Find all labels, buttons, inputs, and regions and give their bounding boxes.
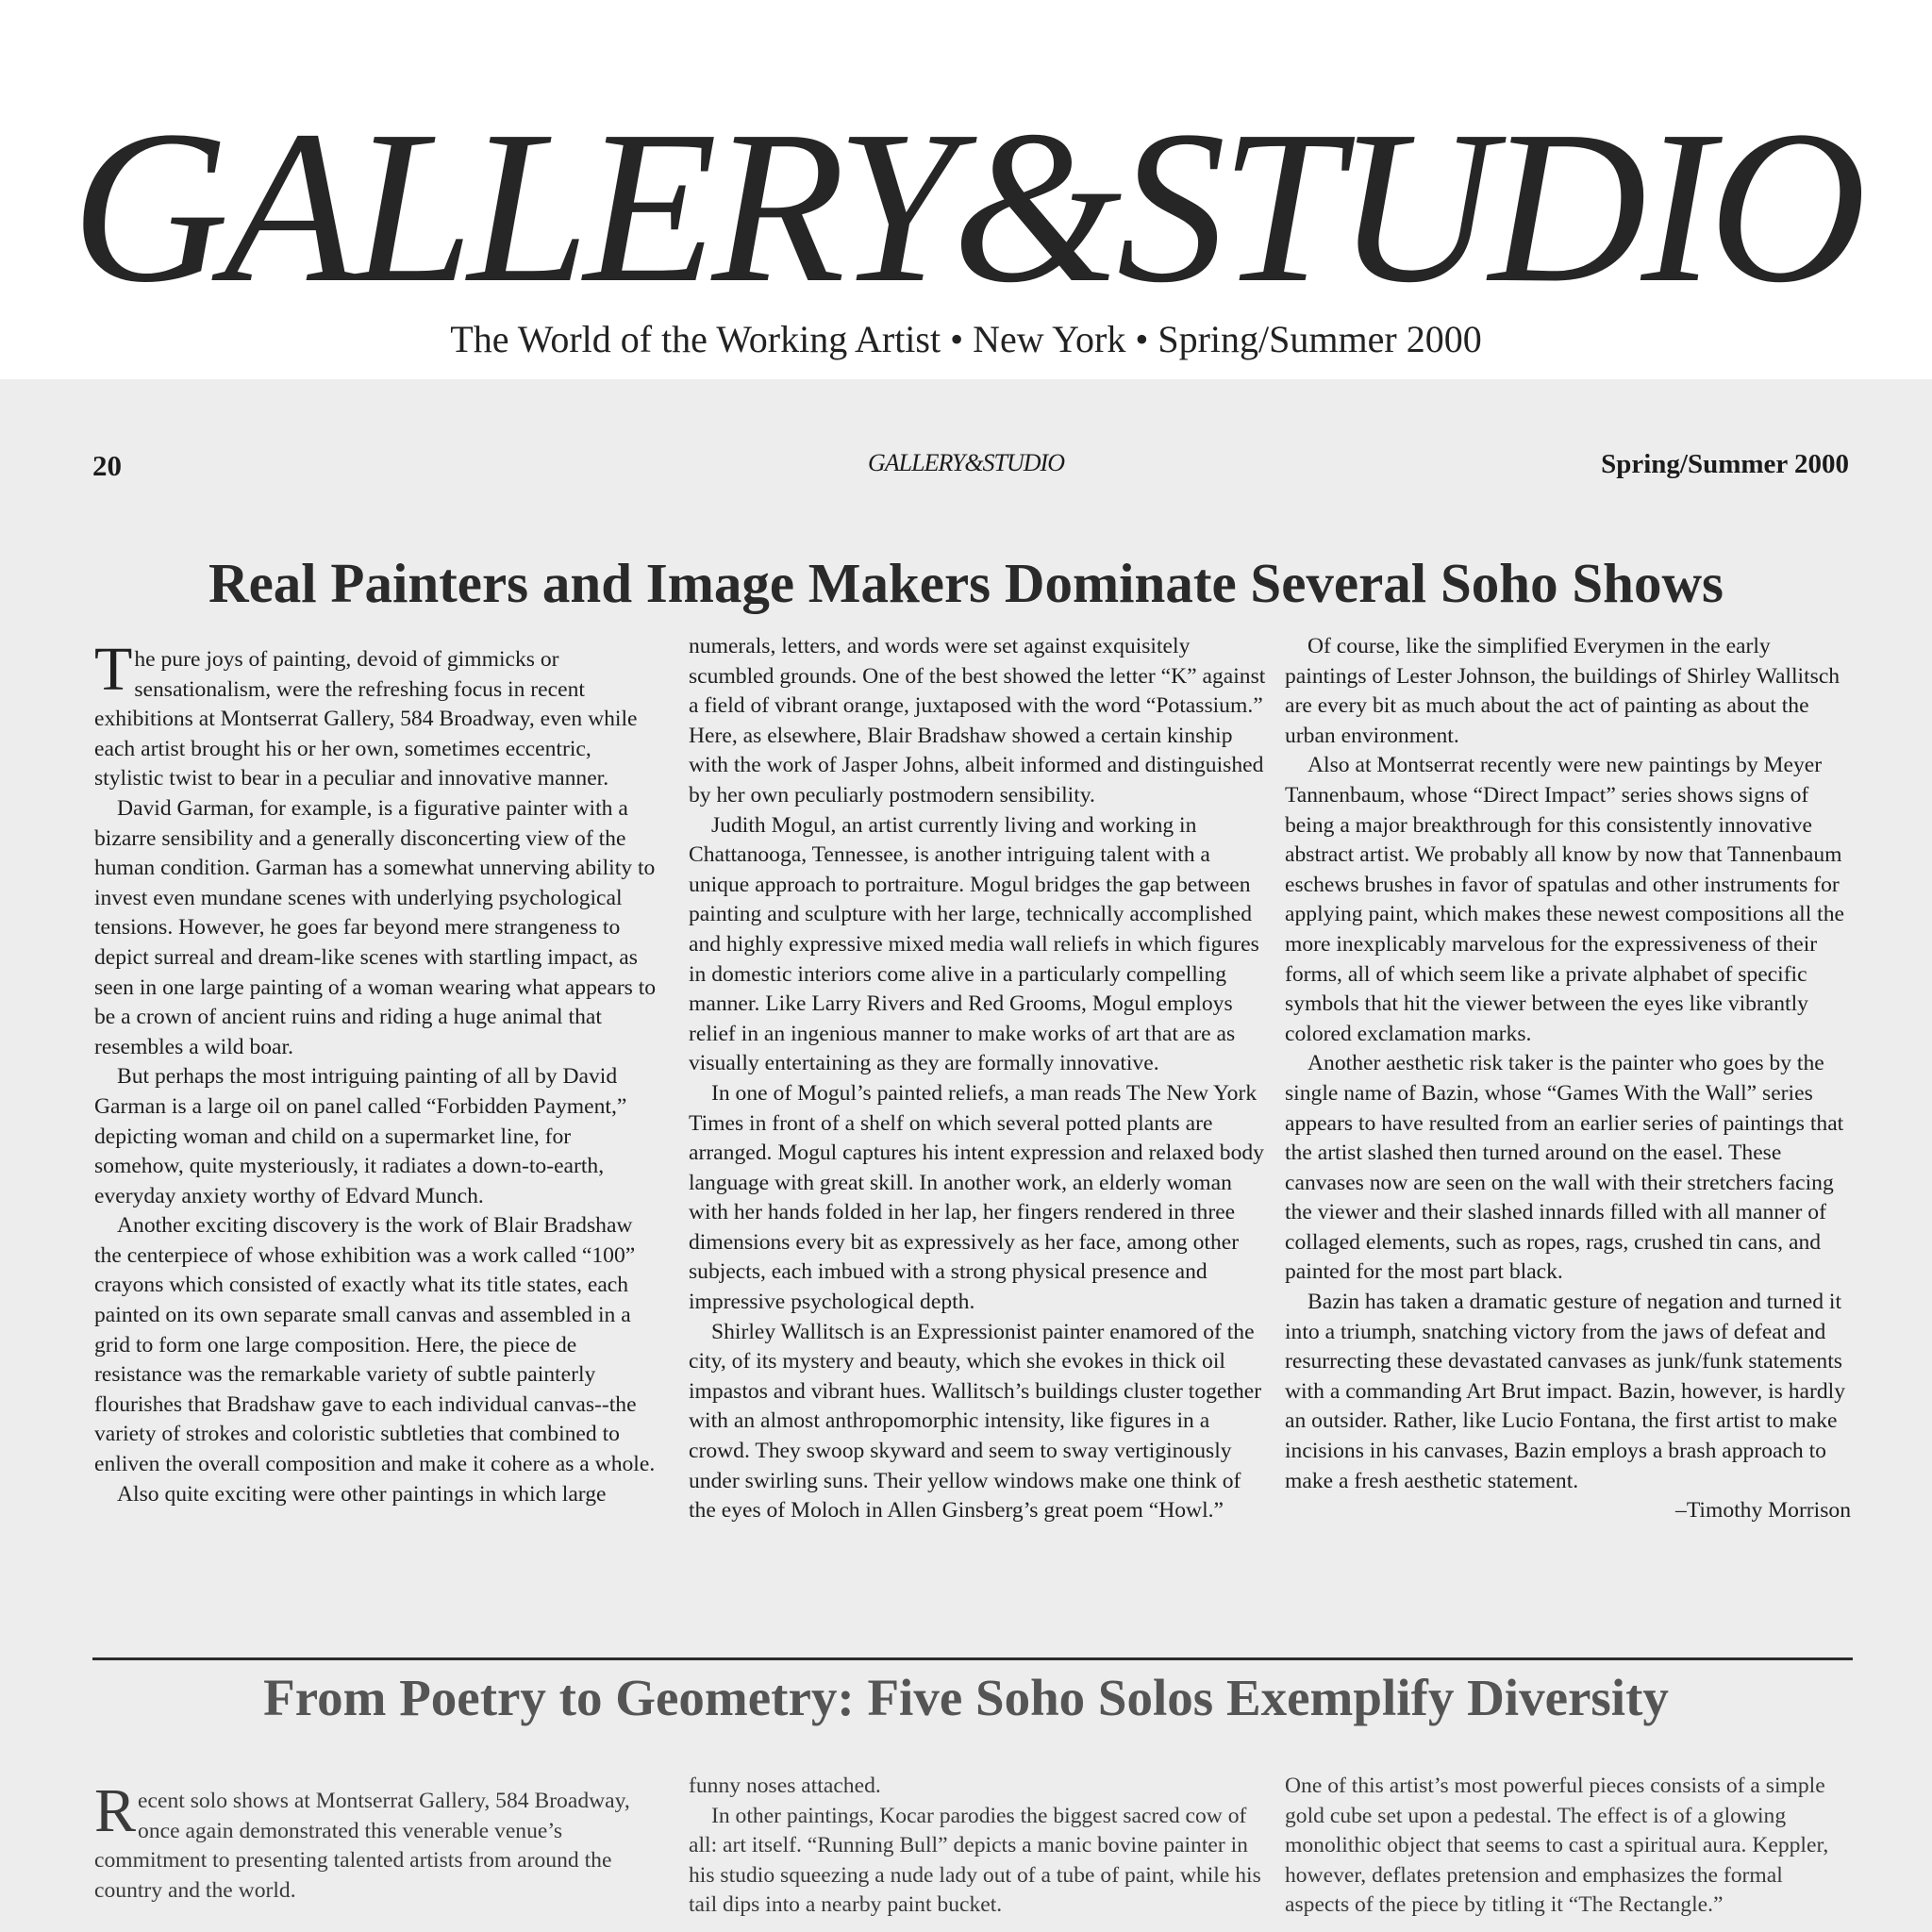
masthead [0, 0, 1932, 377]
paragraph: David Garman, for example, is a figurative painter with a bizarre sensibility and a generally disconcerting view of the human condition. Garman has a somewhat unnerving ability to invest even mundane scenes with underlying psychological tensions. However, he goes far beyond mere strangeness to depict surreal and dream-like scenes with startling impact, as seen in one large painting of a woman wearing what appears to be a crown of ancient ruins and riding a huge animal that resembles a wild boar. [94, 795, 657, 1059]
byline: –Timothy Morrison [1675, 1498, 1851, 1524]
article-2-column-1 [94, 1776, 660, 1906]
masthead-subtitle: The World of the Working Artist • New York • Spring/Summer 2000 [450, 318, 1482, 360]
article-1-column-3 [1285, 632, 1851, 1526]
running-head-issue: Spring/Summer 2000 [1601, 449, 1849, 479]
article-2-column-2 [689, 1772, 1269, 1921]
paragraph: One of this artist’s most powerful pieces consists of a simple gold cube set upon a pedestal. The effect is of a glowing monolithic object that seems to cast a spiritual aura. Keppler, however, deflates pretension and emphasizes the formal aspects of the piece by titling it “The Rectangle.” [1285, 1774, 1829, 1918]
masthead-title: GALLERY&STUDIO [71, 86, 1861, 328]
drop-cap: R [94, 1776, 137, 1845]
article-1-column-2 [689, 632, 1269, 1526]
running-head-publication: GALLERY&STUDIO [867, 449, 1064, 476]
paragraph: Bazin has taken a dramatic gesture of negation and turned it into a triumph, snatching victory from the jaws of defeat and resurrecting these devastated canvases as junk/funk statements with a commanding Art Brut impact. Bazin, however, is hardly an outsider. Rather, like Lucio Fontana, the first artist to make incisions in his canvases, Bazin employs a brash approach to make a fresh aesthetic statement. [1285, 1290, 1846, 1493]
paragraph-text: ecent solo shows at Montserrat Gallery, 584 Broadway, once again demonstrated this venerable venue’s commitment to presenting talented artists from around the country and the world. [94, 1789, 630, 1903]
paragraph: Another aesthetic risk taker is the painter who goes by the single name of Bazin, whose “Games With the Wall” series appears to have resulted from an earlier series of paintings that the artist slashed then turned around on the easel. These canvases now are seen on the wall with their stretchers facing the viewer and their slashed innards filled with all manner of collaged elements, such as ropes, rags, crushed tin cans, and painted for the most part black. [1285, 1051, 1844, 1285]
paragraph: numerals, letters, and words were set against exquisitely scumbled grounds. One of the best showed the letter “K” against a field of vibrant orange, juxtaposed with the word “Potassium.” Here, as elsewhere, Blair Bradshaw showed a certain kinship with the work of Jasper Johns, albeit informed and distinguished by her own peculiarly postmodern sensibility. [689, 634, 1266, 808]
paragraph [94, 635, 660, 794]
article-1-headline: Real Painters and Image Makers Dominate Several Soho Shows [208, 552, 1724, 614]
paragraph: Also quite exciting were other paintings in which large [117, 1481, 607, 1507]
paragraph: Of course, like the simplified Everymen in the early paintings of Lester Johnson, the buildings of Shirley Wallitsch are every bit as much about the act of painting as about the urban environment. [1285, 634, 1840, 748]
page-number: 20 [92, 449, 122, 482]
paragraph: Another exciting discovery is the work of Blair Bradshaw the centerpiece of whose exhibition was a work called “100” crayons which consisted of exactly what its title states, each painted on its own separate small canvas and assembled in a grid to form one large composition. Here, the piece de resistance was the remarkable variety of subtle painterly flourishes that Bradshaw gave to each individual canvas--the variety of strokes and coloristic subtleties that combined to enliven the overall composition and make it cohere as a whole. [94, 1213, 656, 1477]
section-divider [92, 1657, 1853, 1660]
paragraph: In other paintings, Kocar parodies the biggest sacred cow of all: art itself. “Running Bull” depicts a manic bovine painter in his studio squeezing a nude lady out of a tube of paint, while his tail dips into a nearby paint bucket. [689, 1803, 1261, 1918]
paragraph-text: he pure joys of painting, devoid of gimmicks or sensationalism, were the refreshing focus in recent exhibitions at Montserrat Gallery, 584 Broadway, even while each artist brought his or her own, sometimes eccentric, stylistic twist to bear in a peculiar and innovative manner. [94, 647, 638, 791]
paragraph: Shirley Wallitsch is an Expressionist painter enamored of the city, of its mystery and beauty, which she evokes in thick oil impastos and vibrant hues. Wallitsch’s buildings cluster together with an almost anthropomorphic intensity, like figures in a crowd. They swoop skyward and seem to sway vertiginously under swirling suns. Their yellow windows make one think of the eyes of Moloch in Allen Ginsberg’s great poem “Howl.” [689, 1319, 1262, 1524]
article-2-headline: From Poetry to Geometry: Five Soho Solos Exemplify Diversity [263, 1669, 1669, 1726]
paragraph [94, 1776, 660, 1906]
drop-cap: T [94, 635, 133, 704]
magazine-page [0, 379, 1932, 1932]
article-2-column-3 [1285, 1772, 1851, 1921]
paragraph: But perhaps the most intriguing painting of all by David Garman is a large oil on panel called “Forbidden Payment,” depicting woman and child on a supermarket line, for somehow, quite mysteriously, it radiates a down-to-earth, everyday anxiety worthy of Edvard Munch. [94, 1064, 627, 1208]
paragraph: Judith Mogul, an artist currently living and working in Chattanooga, Tennessee, is another intriguing talent with a unique approach to portraiture. Mogul bridges the gap between painting and sculpture with her large, technically accomplished and highly expressive mixed media wall reliefs in which figures in domestic interiors come alive in a particularly compelling manner. Like Larry Rivers and Red Grooms, Mogul employs relief in an ingenious manner to make works of art that are as visually entertaining as they are formally innovative. [689, 812, 1259, 1076]
paragraph: In one of Mogul’s painted reliefs, a man reads The New York Times in front of a shelf on which several potted plants are arranged. Mogul captures his intent expression and relaxed body language with great skill. In another work, an elderly woman with her hands folded in her lap, her fingers rendered in three dimensions every bit as expressively as her face, among other subjects, each imbued with a strong physical presence and impressive psychological depth. [689, 1080, 1264, 1315]
paragraph: Also at Montserrat recently were new paintings by Meyer Tannenbaum, whose “Direct Impact” series shows signs of being a major breakthrough for this consistently innovative abstract artist. We probably all know by now that Tannenbaum eschews brushes in favor of spatulas and other instruments for applying paint, which makes these newest compositions all the more inexplicably marvelous for the expressiveness of their forms, all of which seem like a private alphabet of specific symbols that hit the viewer between the eyes like vibrantly colored exclamation marks. [1285, 753, 1845, 1046]
paragraph: funny noses attached. [689, 1774, 881, 1798]
article-1-column-1 [94, 635, 660, 1509]
